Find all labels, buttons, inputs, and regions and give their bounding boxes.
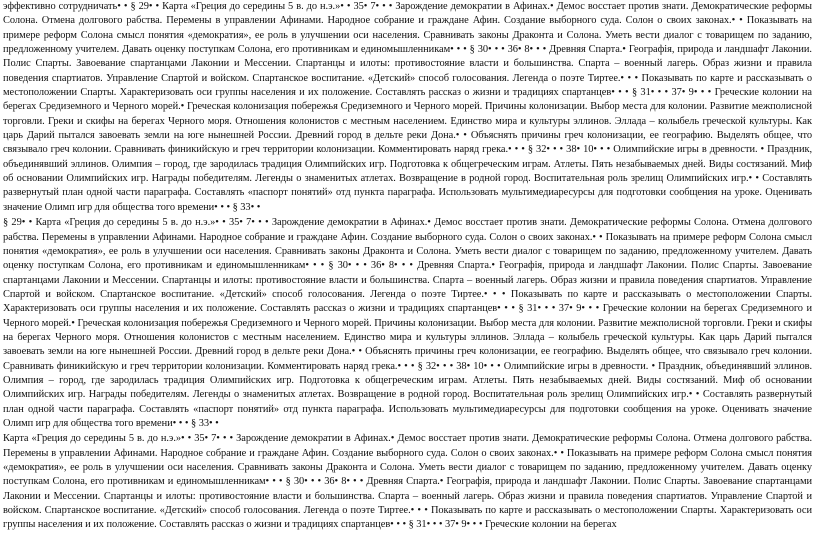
- text-block-3: Карта «Греция до середины 5 в. до н.э.»• • 35• 7• • • Зарождение демократии в Афинах.• Демос восстает против знати. Демократические реформы Солона. Отмена долгового рабства. Перемены в управлении Афинами. Народное собрание и граждане Афин. Создание выборного суда. Солон о своих законах.• • Показывать на примере реформ Солона смысл понятия «демократия», ее роль в улучшении оси населения. Сравнивать законы Драконта и Солона. Уметь вести диалог с товарищем по заданию, предложенному учителем. Давать оценку поступкам Солона, его противникам и единомышленникам• • • § 30• • • 36• 8• • • Древняя Спарта.• Географія, природа и ландшафт Лаконии. Полис Спарты. Завоевание спартанцами Лаконии и Мессении. Спартанцы и илоты: противостояние власти и большинства. Спарта – военный лагерь. Образ жизни и правила поведения спартиатов. Управление Спартой и войском. Спартанское воспитание. «Детский» способ голосования. Легенда о поэте Тиртее.• • • Показывать по карте и рассказывать о местоположении Спарты. Характеризовать оси группы населения и их положение. Составлять рассказ о жизни и традициях спартанцев• • • § 31• • • 37• 9• • • Греческие колонии на берегах: [3, 433, 812, 531]
- text-block-1: эффективно сотрудничать• • § 29• • Карта «Греция до середины 5 в. до н.э.»• • 35• 7• • • Зарождение демократии в Афинах.• Демос восстает против знати. Демократические реформы Солона. Отмена долгового рабства. Перемены в управлении Афинами. Народное собрание и граждане Афин. Создание выборного суда. Солон о своих законах.• • Показывать на примере реформ Солона смысл понятия «демократия», ее роль в улучшении оси населения. Сравнивать законы Драконта и Солона. Уметь вести диалог с товарищем по заданию, предложенному учителем. Давать оценку поступкам Солона, его противникам и единомышленникам• • • § 30• • • 36• 8• • • Древняя Спарта.• Географія, природа и ландшафт Лаконии. Полис Спарты. Завоевание спартанцами Лаконии и Мессении. Спартанцы и илоты: противостояние власти и большинства. Спарта – военный лагерь. Образ жизни и правила поведения спартиатов. Управление Спартой и войском. Спартанское воспитание. «Детский» способ голосования. Легенда о поэте Тиртее.• • • Показывать по карте и рассказывать о местоположении Спарты. Характеризовать оси группы населения и их положение. Составлять рассказ о жизни и традициях спартанцев• • • § 31• • • 37• 9• • • Греческие колонии на берегах Средиземного и Черного морей.• Греческая колонизация побережья Средиземного и Черного морей. Причины колонизации. Выбор места для колонии. Развитие межполисной торговли. Греки и скифы на берегах Черного моря. Отношения колонистов с местным населением. Единство мира и культуры эллинов. Эллада – колыбель греческой культуры. Как царь Дарий пытался завоевать земли на юге нынешней России. Древний город в дельте реки Дона.• • Объяснять причины греч колонизации, ее географию. Выделять общее, что связывало греч колонии. Сравнивать финикийскую и греч территории колонизации. Комментировать наряд грека.• • • § 32• • • 38• 10• • • Олимпийские игры в древности. • Праздник, объединявший эллинов. Олимпия – город, где зародилась традиция Олимпийских игр. Подготовка к общегреческим играм. Атлеты. Пять незабываемых дней. Виды состязаний. Миф об основании Олимпийских игр. Награды победителям. Легенды о знаменитых атлетах. Возвращение в родной город. Воспитательная роль зрелищ Олимпийских игр.• • Составлять развернутый план одной части параграфа. Составлять «паспорт понятий» отд пункта параграфа. Использовать мультимедиаресурсы для подготовки сообщения на уроке. Оценивать значение Олимп игр для общества того времени• • • § 33• •: [3, 1, 812, 213]
- text-block-2: § 29• • Карта «Греция до середины 5 в. до н.э.»• • 35• 7• • • Зарождение демократии в Афинах.• Демос восстает против знати. Демократические реформы Солона. Отмена долгового рабства. Перемены в управлении Афинами. Народное собрание и граждане Афин. Создание выборного суда. Солон о своих законах.• • Показывать на примере реформ Солона смысл понятия «демократия», ее роль в улучшении оси населения. Сравнивать законы Драконта и Солона. Уметь вести диалог с товарищем по заданию, предложенному учителем. Давать оценку поступкам Солона, его противникам и единомышленникам• • • § 30• • • 36• 8• • • Древняя Спарта.• Географія, природа и ландшафт Лаконии. Полис Спарты. Завоевание спартанцами Лаконии и Мессении. Спартанцы и илоты: противостояние власти и большинства. Спарта – военный лагерь. Образ жизни и правила поведения спартиатов. Управление Спартой и войском. Спартанское воспитание. «Детский» способ голосования. Легенда о поэте Тиртее.• • • Показывать по карте и рассказывать о местоположении Спарты. Характеризовать оси группы населения и их положение. Составлять рассказ о жизни и традициях спартанцев• • • § 31• • • 37• 9• • • Греческие колонии на берегах Средиземного и Черного морей.• Греческая колонизация побережья Средиземного и Черного морей. Причины колонизации. Выбор места для колонии. Развитие межполисной торговли. Греки и скифы на берегах Черного моря. Отношения колонистов с местным населением. Единство мира и культуры эллинов. Эллада – колыбель греческой культуры. Как царь Дарий пытался завоевать земли на юге нынешней России. Древний город в дельте реки Дона.• • Объяснять причины греч колонизации, ее географию. Выделять общее, что связывало греч колонии. Сравнивать финикийскую и греч территории колонизации. Комментировать наряд грека.• • • § 32• • • 38• 10• • • Олимпийские игры в древности. • Праздник, объединявший эллинов. Олимпия – город, где зародилась традиция Олимпийских игр. Подготовка к общегреческим играм. Атлеты. Пять незабываемых дней. Виды состязаний. Миф об основании Олимпийских игр. Награды победителям. Легенды о знаменитых атлетах. Возвращение в родной город. Воспитательная роль зрелищ Олимпийских игр.• • Составлять развернутый план одной части параграфа. Составлять «паспорт понятий» отд пункта параграфа. Использовать мультимедиаресурсы для подготовки сообщения на уроке. Оценивать значение Олимп игр для общества того времени• • • § 33• •: [3, 217, 812, 429]
